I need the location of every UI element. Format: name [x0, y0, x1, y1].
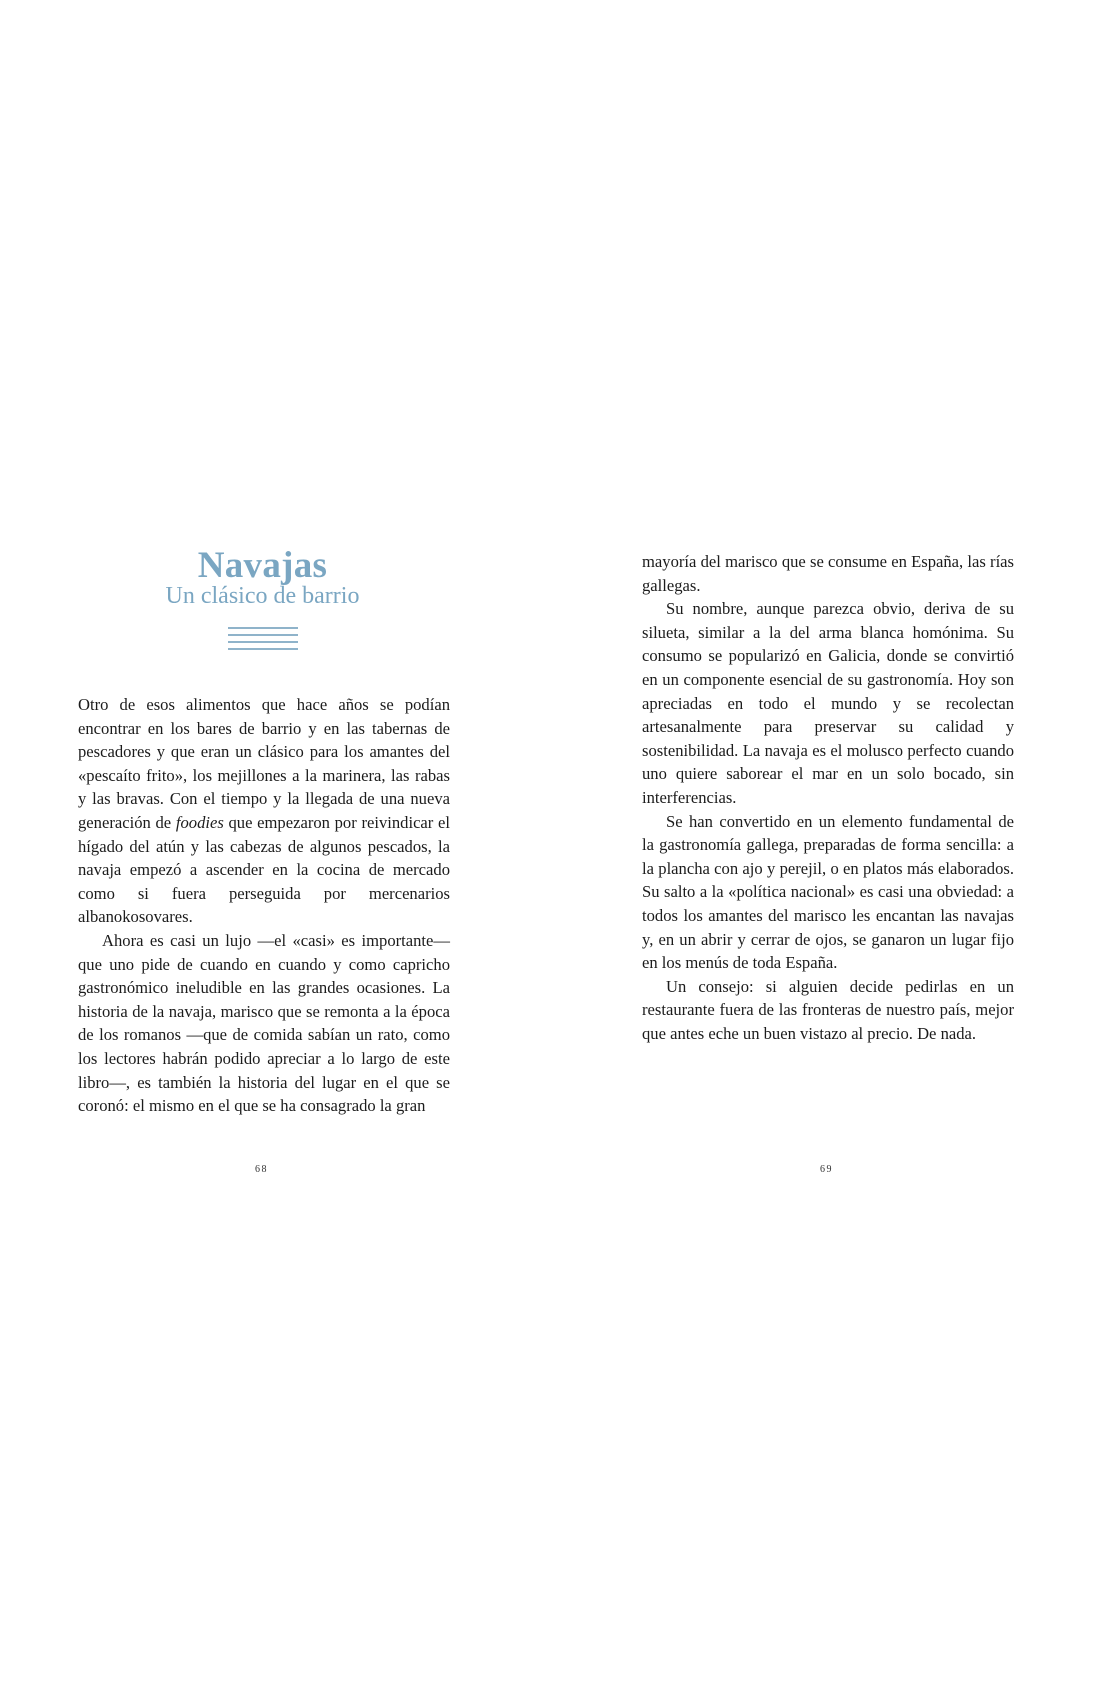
chapter-subtitle: Un clásico de barrio [165, 583, 360, 609]
body-paragraph: Su nombre, aunque parezca obvio, deriva de su silueta, similar a la del arma blanca homónima. Su consumo se popularizó en Galicia, donde se convirtió en un componente esencial de su gastronomía. Hoy son apreciadas en todo el mundo y se recolectan artesanalmente para preservar su calidad y sostenibilidad. La navaja es el molusco perfecto cuando uno quiere saborear el mar en un solo bocado, sin interferencias. [642, 599, 1014, 807]
body-paragraph: Un consejo: si alguien decide pedirlas en un restaurante fuera de las fronteras de nuestro país, mejor que antes eche un buen vistazo al precio. De nada. [642, 976, 1014, 1043]
paragraph-text: Otro de esos alimentos que hace años se podían encontrar en los bares de barrio y en las tabernas de pescadores y que eran un clásico para los amantes del «pescaíto frito», los mejillones a la marinera, las rabas y las bravas. Con el tiempo y la llegada de una nueva generación de [78, 695, 450, 832]
chapter-title: Navajas [197, 545, 328, 586]
page-number: 68 [255, 1164, 268, 1175]
left-body-text [78, 693, 450, 1118]
decorative-rule-ornament [228, 627, 298, 655]
body-paragraph: Ahora es casi un lujo —el «casi» es importante— que uno pide de cuando en cuando y como capricho gastronómico ineludible en las grandes ocasiones. La historia de la navaja, marisco que se remonta a la época de los romanos —que de comida sabían un rato, como los lectores habrán podido apreciar a lo largo de este libro—, es también la historia del lugar en el que se coronó: el mismo en el que se ha consagrado la gran [78, 930, 450, 1116]
ornament-line [228, 648, 298, 650]
italic-term: foodies [175, 812, 224, 832]
chapter-heading [120, 546, 405, 610]
body-paragraph: mayoría del marisco que se consume en España, las rías gallegas. [642, 552, 1014, 595]
ornament-line [228, 641, 298, 643]
ornament-line [228, 634, 298, 636]
body-paragraph [78, 693, 450, 929]
body-paragraph: Se han convertido en un elemento fundamental de la gastronomía gallega, preparadas de forma sencilla: a la plancha con ajo y perejil, o en platos más elaborados. Su salto a la «política nacional» es casi una obviedad: a todos los amantes del marisco les encantan las navajas y, en un abrir y cerrar de ojos, se ganaron un lugar fijo en los menús de toda España. [642, 811, 1014, 973]
right-body-text [642, 550, 1014, 1045]
paragraph-text: que empezaron por reivindicar el hígado del atún y las cabezas de algunos pescados, la navaja empezó a ascender en la cocina de mercado como si fuera perseguida por mercenarios albanokosovares. [78, 812, 451, 927]
ornament-line [228, 627, 298, 629]
page-number: 69 [820, 1164, 833, 1175]
right-page [550, 0, 1100, 1698]
